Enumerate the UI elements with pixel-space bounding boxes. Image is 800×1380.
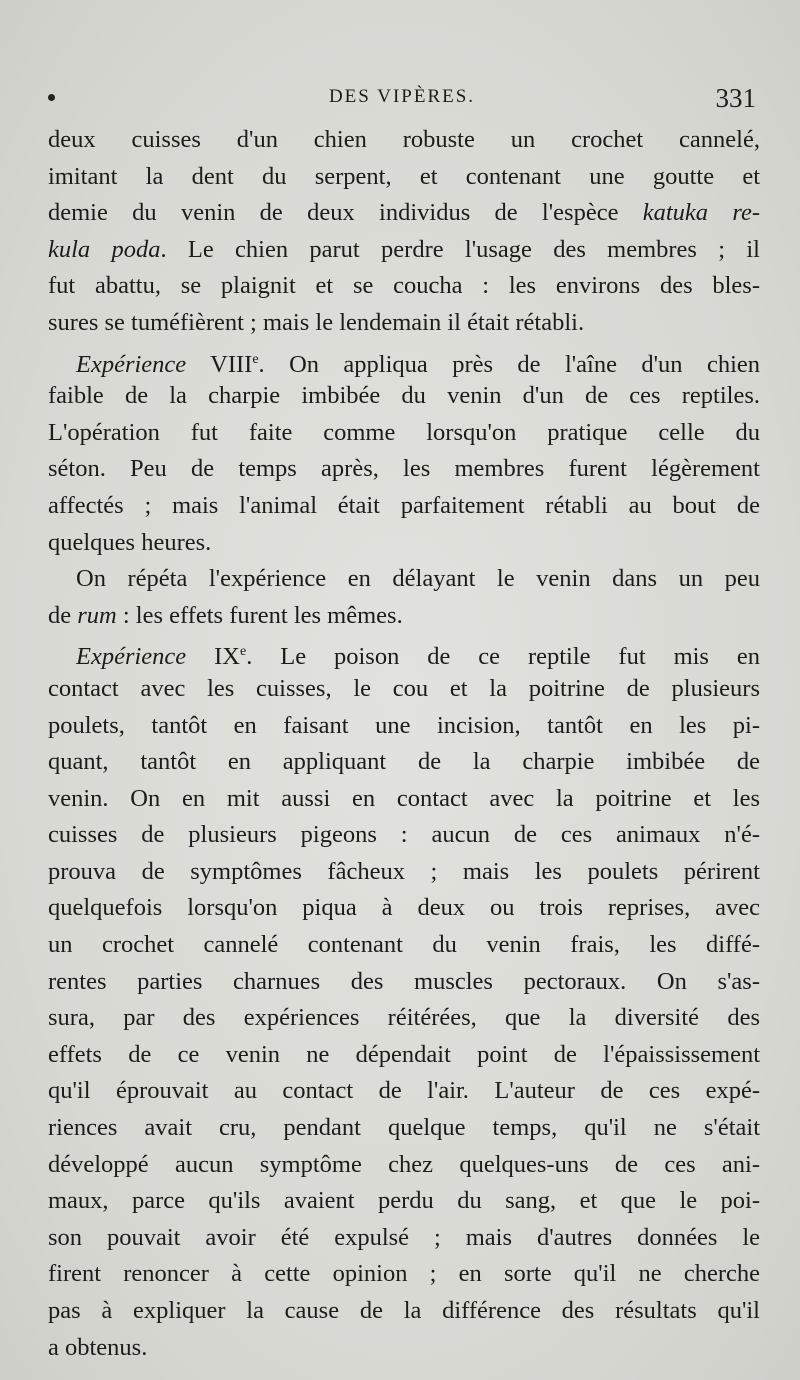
text-line: rentes parties charnues des muscles pectoraux. On s'as- — [48, 967, 760, 995]
text-line: quelques heures. — [48, 528, 212, 556]
text-line: poulets, tantôt en faisant une incision, tantôt en les pi- — [48, 711, 760, 739]
text-line: qu'il éprouvait au contact de l'air. L'auteur de ces expé- — [48, 1077, 760, 1105]
text-line: sura, par des expériences réitérées, que la diversité des — [48, 1004, 760, 1032]
text-line: contact avec les cuisses, le cou et la poitrine de plusieurs — [48, 674, 760, 702]
species-name: katuka re- — [642, 199, 761, 227]
text-line: séton. Peu de temps après, les membres furent légèrement — [48, 455, 760, 483]
body-text — [48, 122, 760, 1366]
text-line: développé aucun symptôme chez quelques-uns de ces ani- — [48, 1150, 760, 1178]
species-name: kula poda — [48, 235, 161, 263]
text-line: a obtenus. — [48, 1333, 148, 1361]
text-line: affectés ; mais l'animal était parfaitement rétabli au bout de — [48, 491, 760, 519]
running-title: DES VIPÈRES. — [328, 86, 476, 107]
text-line: maux, parce qu'ils avaient perdu du sang, et que le poi- — [48, 1187, 760, 1215]
text-line: demie du venin de deux individus de l'espèce katuka re- — [48, 199, 761, 227]
text-line: son pouvait avoir été expulsé ; mais d'autres données le — [48, 1223, 760, 1251]
text-line: imitant la dent du serpent, et contenant une goutte et — [48, 162, 760, 190]
rum-word: rum — [77, 601, 117, 629]
text-line: deux cuisses d'un chien robuste un crochet cannelé, — [48, 126, 760, 153]
experiment-label: Expérience — [76, 643, 187, 671]
text-line: riences avait cru, pendant quelque temps, qu'il ne s'était — [48, 1114, 760, 1142]
text-line: quant, tantôt en appliquant de la charpie imbibée de — [48, 748, 760, 776]
text-line: faible de la charpie imbibée du venin d'un de ces reptiles. — [48, 382, 760, 410]
text-line: kula poda. Le chien parut perdre l'usage des membres ; il — [48, 235, 760, 263]
text-line: quelquefois lorsqu'on piqua à deux ou trois reprises, avec — [48, 894, 760, 922]
text-line: venin. On en mit aussi en contact avec la poitrine et les — [48, 784, 760, 812]
text-line: cuisses de plusieurs pigeons : aucun de ces animaux n'é- — [48, 821, 760, 849]
page-number: 331 — [715, 83, 756, 113]
text-line: prouva de symptômes fâcheux ; mais les poulets périrent — [48, 857, 760, 885]
experiment-label: Expérience — [76, 350, 187, 378]
text-line: firent renoncer à cette opinion ; en sorte qu'il ne cherche — [48, 1260, 760, 1288]
experiment-heading-line: Expérience IXe. Le poison de ce reptile fut mis en — [76, 643, 761, 671]
text-line: On répéta l'expérience en délayant le venin dans un peu — [76, 565, 760, 593]
experiment-heading-line: Expérience VIIIe. On appliqua près de l'aîne d'un chien — [76, 350, 760, 378]
text-line: un crochet cannelé contenant du venin frais, les diffé- — [48, 931, 760, 959]
text-line: pas à expliquer la cause de la différence des résultats qu'il — [48, 1297, 760, 1324]
text-line: de rum : les effets furent les mêmes. — [48, 601, 403, 629]
page-header — [48, 83, 756, 116]
text-line: effets de ce venin ne dépendait point de l'épaississement — [48, 1040, 760, 1068]
text-line: fut abattu, se plaignit et se coucha : les environs des bles- — [48, 272, 760, 300]
text-line: sures se tuméfièrent ; mais le lendemain il était rétabli. — [48, 308, 585, 336]
text-line: L'opération fut faite comme lorsqu'on pratique celle du — [48, 418, 760, 446]
